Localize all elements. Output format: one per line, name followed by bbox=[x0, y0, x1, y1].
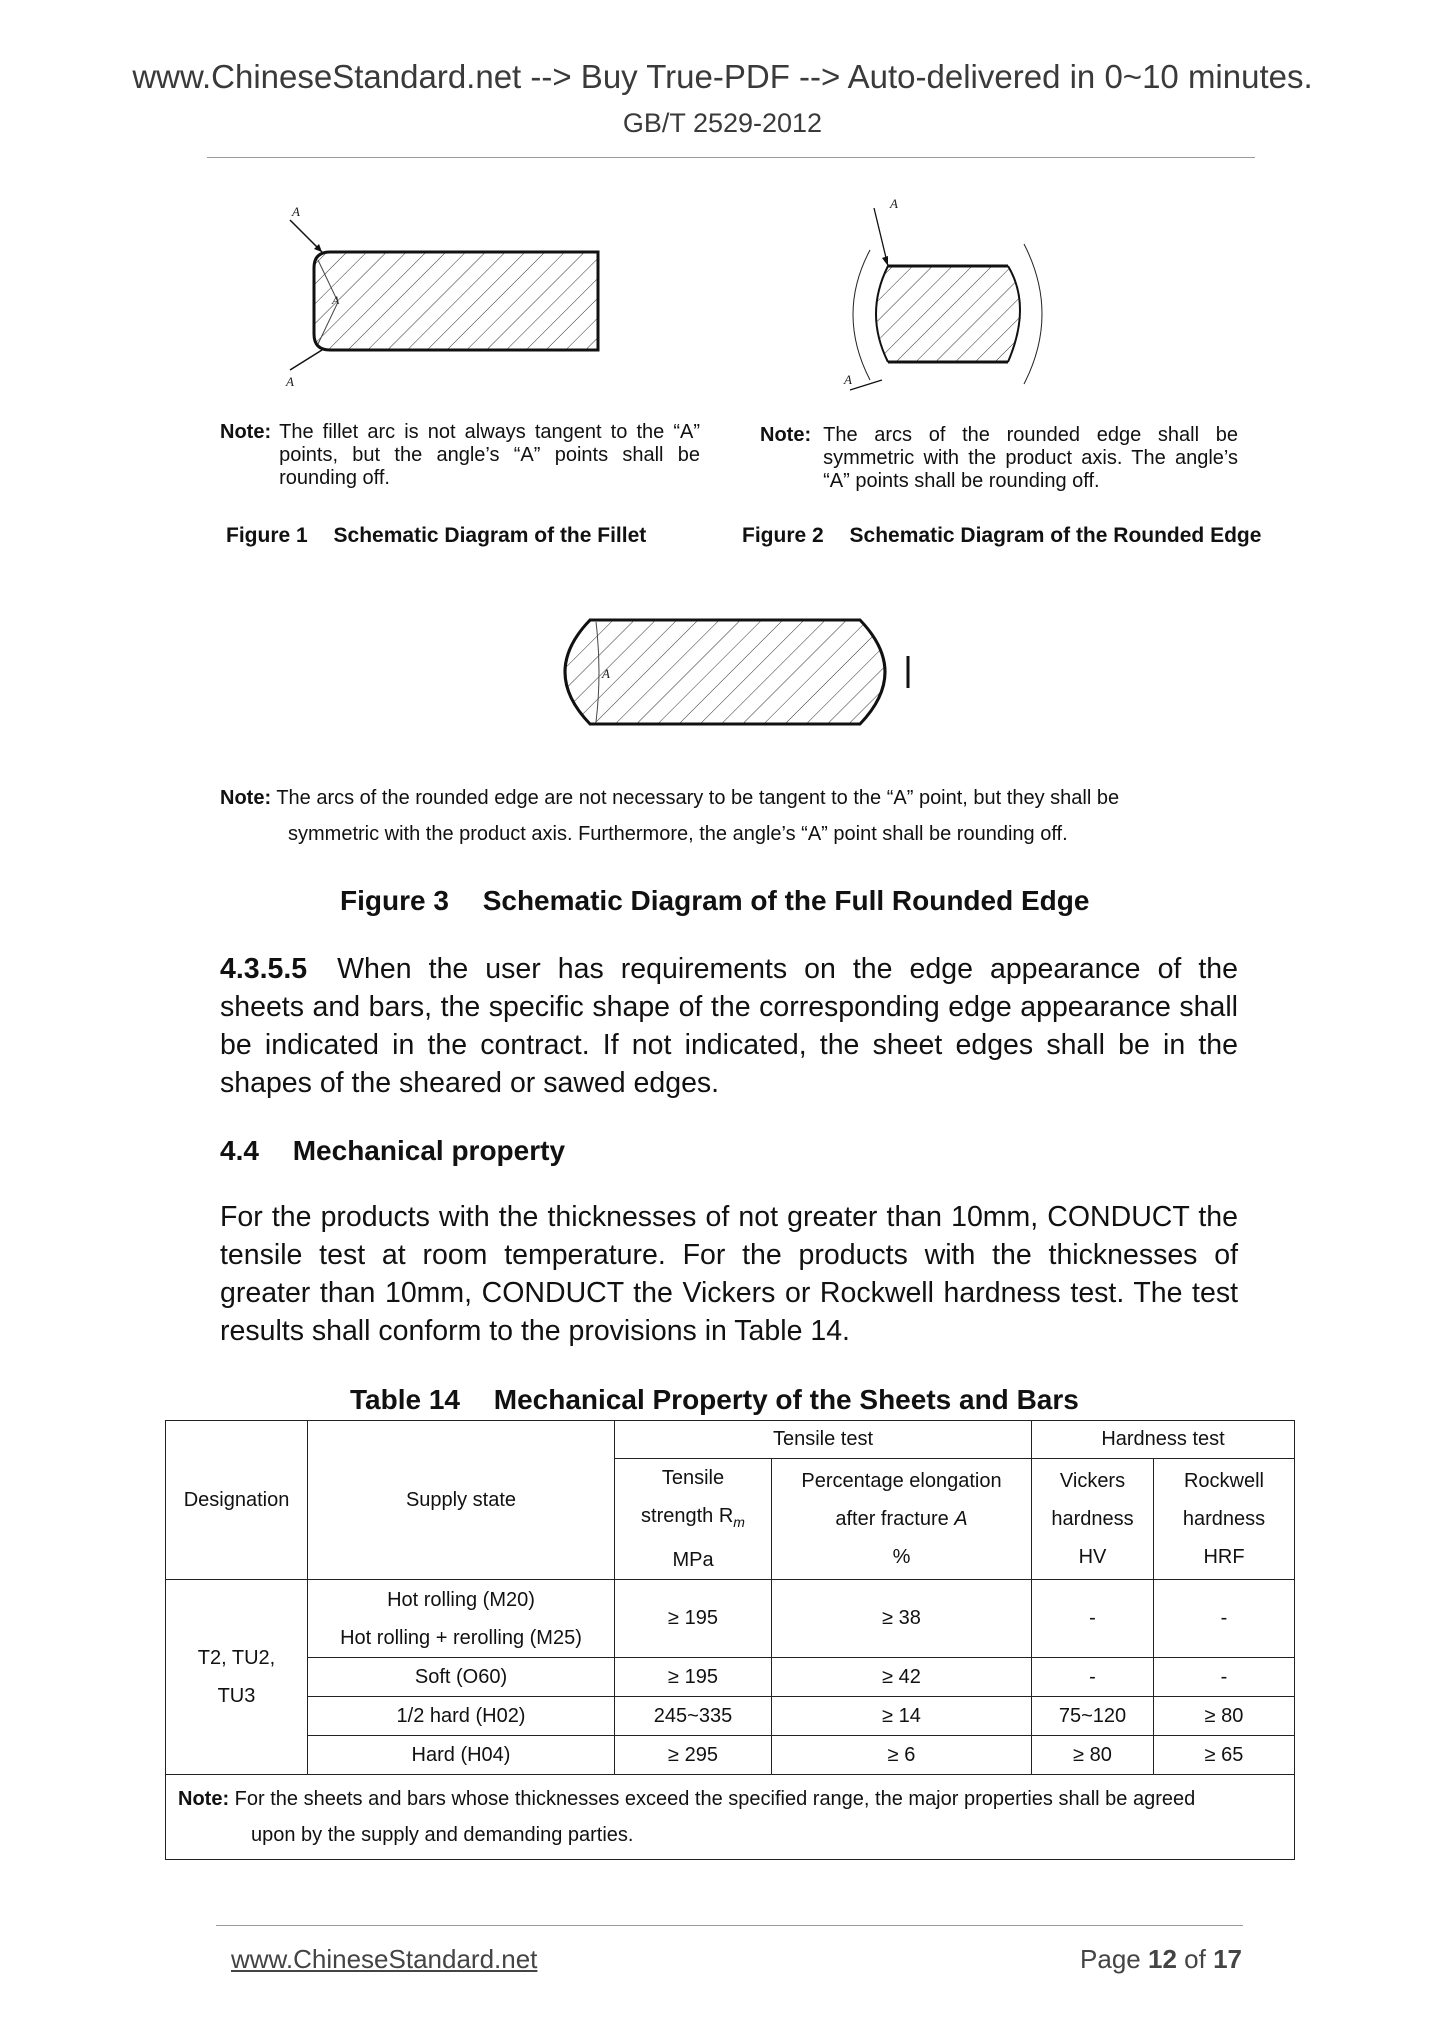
header-rockwell bbox=[1154, 1459, 1295, 1580]
footer-website-link[interactable]: www.ChineseStandard.net bbox=[231, 1944, 538, 1974]
designation-cell bbox=[166, 1580, 308, 1775]
header-tensile-test: Tensile test bbox=[615, 1421, 1032, 1459]
figure1-note bbox=[220, 421, 700, 490]
figure3-caption-title: Schematic Diagram of the Full Rounded Edge bbox=[482, 885, 1090, 916]
rockwell-cell: ≥ 80 bbox=[1154, 1697, 1295, 1736]
figure3-drawing bbox=[540, 608, 920, 738]
header-elongation-line1: Percentage elongation bbox=[801, 1470, 1002, 1492]
header-rockwell-unit: HRF bbox=[1203, 1546, 1245, 1568]
figure2-point-label-top: A bbox=[890, 196, 898, 211]
table14-caption-number: Table 14 bbox=[350, 1384, 460, 1415]
header-elongation bbox=[772, 1459, 1032, 1580]
table14 bbox=[165, 1420, 1295, 1860]
figure1-caption-number: Figure 1 bbox=[226, 524, 308, 547]
table-row bbox=[166, 1658, 1295, 1697]
footer-divider bbox=[216, 1925, 1243, 1926]
figure3-note-label: Note: bbox=[220, 787, 272, 809]
figure3-note-line2: symmetric with the product axis. Furthermore, the angle’s “A” point shall be rounding off. bbox=[288, 823, 1068, 845]
supply-state-cell: Soft (O60) bbox=[308, 1658, 615, 1697]
figure2-caption-title: Schematic Diagram of the Rounded Edge bbox=[849, 524, 1262, 547]
rockwell-cell: - bbox=[1154, 1658, 1295, 1697]
figure3-point-label: A bbox=[602, 666, 610, 681]
table-row bbox=[166, 1697, 1295, 1736]
header-vickers-line1: Vickers bbox=[1059, 1470, 1126, 1492]
header-elongation-symbol: A bbox=[954, 1508, 968, 1530]
clause-4355-text: When the user has requirements on the edge appearance of the sheets and bars, the specific shape of the corresponding edge appearance shall be indicated in the contract. If not indicated, the sheet edges shall be in the shapes of the sheared or sawed edges. bbox=[220, 953, 1238, 1099]
table-note-line2: upon by the supply and demanding parties. bbox=[251, 1824, 634, 1846]
table-row bbox=[166, 1736, 1295, 1775]
figure2-note-label: Note: bbox=[760, 424, 812, 446]
figure2-point-label-bottom: A bbox=[844, 372, 852, 387]
rockwell-cell: - bbox=[1154, 1580, 1295, 1658]
designation-line1: T2, TU2, bbox=[197, 1647, 276, 1669]
standard-code: GB/T 2529-2012 bbox=[622, 108, 823, 138]
header-vickers bbox=[1032, 1459, 1154, 1580]
tensile-strength-cell: 245~335 bbox=[615, 1697, 772, 1736]
figure2-note bbox=[760, 424, 1238, 493]
designation-line2: TU3 bbox=[217, 1685, 256, 1707]
header-tensile-strength-line1: Tensile bbox=[661, 1467, 725, 1489]
elongation-cell: ≥ 14 bbox=[772, 1697, 1032, 1736]
section-44-heading bbox=[220, 1135, 565, 1167]
figure1-caption bbox=[226, 524, 646, 548]
elongation-cell: ≥ 6 bbox=[772, 1736, 1032, 1775]
page-total: 17 bbox=[1213, 1944, 1242, 1974]
clause-4355-number: 4.3.5.5 bbox=[220, 953, 308, 985]
table-note-row bbox=[166, 1775, 1295, 1860]
figure3-note bbox=[220, 780, 1240, 852]
vickers-cell: - bbox=[1032, 1658, 1154, 1697]
clause-4355 bbox=[220, 950, 1238, 1102]
section-44-title: Mechanical property bbox=[292, 1135, 566, 1166]
header-tensile-strength-sub: m bbox=[733, 1514, 745, 1530]
figure1-note-label: Note: bbox=[220, 421, 272, 443]
header-hardness-test: Hardness test bbox=[1032, 1421, 1295, 1459]
page-number bbox=[1080, 1944, 1242, 1975]
vickers-cell: - bbox=[1032, 1580, 1154, 1658]
header-designation: Designation bbox=[166, 1421, 308, 1580]
header-title: www.ChineseStandard.net --> Buy True-PDF --> Auto-delivered in 0~10 minutes. bbox=[132, 58, 1313, 95]
tensile-strength-cell: ≥ 295 bbox=[615, 1736, 772, 1775]
figure1-point-label-top: A bbox=[292, 204, 300, 219]
header-elongation-line2: after fracture bbox=[835, 1508, 955, 1530]
header-tensile-strength-unit: MPa bbox=[672, 1549, 714, 1571]
vickers-cell: 75~120 bbox=[1032, 1697, 1154, 1736]
header-tensile-strength-line2: strength R bbox=[641, 1505, 734, 1527]
table-note-label: Note: bbox=[178, 1788, 230, 1810]
figure2-drawing bbox=[830, 190, 1130, 400]
vickers-cell: ≥ 80 bbox=[1032, 1736, 1154, 1775]
tensile-strength-cell: ≥ 195 bbox=[615, 1658, 772, 1697]
figure1-drawing bbox=[270, 190, 630, 400]
header-divider bbox=[207, 157, 1255, 158]
figure1-caption-title: Schematic Diagram of the Fillet bbox=[333, 524, 647, 547]
header-rockwell-line2: hardness bbox=[1182, 1508, 1266, 1530]
figure1-point-label-mid: A bbox=[332, 293, 340, 307]
figure2-caption bbox=[742, 524, 1261, 548]
table14-caption-title: Mechanical Property of the Sheets and Bars bbox=[493, 1384, 1079, 1415]
header-vickers-unit: HV bbox=[1078, 1546, 1107, 1568]
elongation-cell: ≥ 38 bbox=[772, 1580, 1032, 1658]
page-current: 12 bbox=[1148, 1944, 1177, 1974]
figure3-caption bbox=[340, 885, 1089, 917]
tensile-strength-cell: ≥ 195 bbox=[615, 1580, 772, 1658]
header-elongation-unit: % bbox=[892, 1546, 911, 1568]
table14-caption bbox=[350, 1384, 1079, 1416]
section-44-text: For the products with the thicknesses of not greater than 10mm, CONDUCT the tensile test at room temperature. For the products with the thicknesses of greater than 10mm, CONDUCT the Vickers or Rockwell hardness test. The test results shall conform to the provisions in Table 14. bbox=[220, 1201, 1238, 1347]
supply-state-line2: Hot rolling + rerolling (M25) bbox=[340, 1626, 582, 1649]
supply-state-cell: Hard (H04) bbox=[308, 1736, 615, 1775]
figure3-note-line1: The arcs of the rounded edge are not necessary to be tangent to the “A” point, but they shall be bbox=[276, 787, 1120, 809]
supply-state-line1: Hot rolling (M20) bbox=[387, 1588, 535, 1611]
header-supply-state: Supply state bbox=[308, 1421, 615, 1580]
figure1-note-text: The fillet arc is not always tangent to the “A” points, but the angle’s “A” points shall be rounding off. bbox=[279, 421, 700, 489]
figure2-note-text: The arcs of the rounded edge shall be symmetric with the product axis. The angle’s “A” points shall be rounding off. bbox=[823, 424, 1238, 492]
page-of: of bbox=[1184, 1944, 1206, 1974]
section-44-number: 4.4 bbox=[220, 1135, 259, 1166]
supply-state-cell bbox=[308, 1580, 615, 1658]
header-rockwell-line1: Rockwell bbox=[1183, 1470, 1265, 1492]
figure2-caption-number: Figure 2 bbox=[742, 524, 824, 547]
rockwell-cell: ≥ 65 bbox=[1154, 1736, 1295, 1775]
elongation-cell: ≥ 42 bbox=[772, 1658, 1032, 1697]
figure3-caption-number: Figure 3 bbox=[340, 885, 449, 916]
figure1-point-label-bottom: A bbox=[286, 374, 294, 389]
table-row bbox=[166, 1580, 1295, 1658]
table-note bbox=[166, 1775, 1295, 1860]
table-note-line1: For the sheets and bars whose thicknesses exceed the specified range, the major properties shall be agreed bbox=[234, 1788, 1196, 1810]
page-prefix: Page bbox=[1080, 1944, 1141, 1974]
header-vickers-line2: hardness bbox=[1051, 1508, 1134, 1530]
header-tensile-strength bbox=[615, 1459, 772, 1580]
supply-state-cell: 1/2 hard (H02) bbox=[308, 1697, 615, 1736]
